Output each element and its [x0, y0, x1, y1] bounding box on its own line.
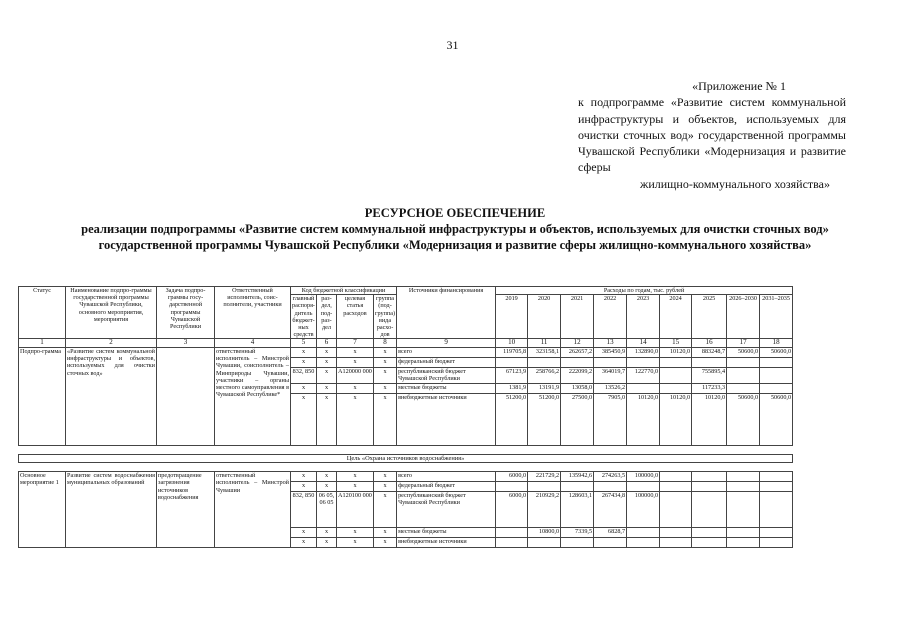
appendix-body: к подпрограмме «Развитие систем коммунальной инфраструктуры и объектов, используемых для очистки сточных вод» государственной программы Чувашской Республики «Модернизация и развитие сферы	[578, 95, 846, 175]
cell-value: 755895,4	[692, 367, 727, 383]
cell-group: x	[373, 528, 396, 538]
cell-value	[660, 528, 692, 538]
cell-task: предотвращение загрязнения источников водоснабжения	[157, 472, 215, 548]
cell-status: Подпро-грамма	[19, 347, 66, 445]
goal-row	[19, 454, 793, 462]
cell-target: x	[336, 538, 373, 548]
col-number: 5	[291, 339, 317, 348]
cell-group: x	[373, 347, 396, 357]
cell-value	[660, 367, 692, 383]
col-number: 3	[157, 339, 215, 348]
cell-value	[760, 492, 793, 528]
header-expenses: Расходы по годам, тыс. рублей	[496, 287, 793, 295]
header-year: 2020	[528, 295, 561, 339]
cell-value: 50600,0	[727, 393, 760, 445]
cell-value: 10120,0	[660, 347, 692, 357]
header-status: Статус	[19, 287, 66, 339]
cell-value: 132890,0	[627, 347, 660, 357]
cell-value	[660, 538, 692, 548]
col-number: 8	[373, 339, 396, 348]
resource-table	[18, 286, 793, 548]
document-subtitle: реализации подпрограммы «Развитие систем коммунальной инфраструктуры и объектов, используемых для очистки сточных вод» государственной программы Чувашской Республики «Модернизация и развитие сферы жилищно-коммунального хозяйства»	[81, 222, 829, 252]
cell-value: 13058,0	[561, 383, 594, 393]
cell-section: x	[316, 393, 336, 445]
cell-value: 7339,5	[561, 528, 594, 538]
header-year: 2026–2030	[727, 295, 760, 339]
cell-source: республиканский бюджет Чувашской Республики	[397, 492, 496, 528]
col-number: 10	[496, 339, 528, 348]
header-source: Источники финансирования	[397, 287, 496, 339]
cell-value	[760, 482, 793, 492]
cell-value	[627, 357, 660, 367]
cell-value	[760, 357, 793, 367]
cell-source: республиканский бюджет Чувашской Республики	[397, 367, 496, 383]
col-number: 16	[692, 339, 727, 348]
cell-value: 6000,0	[496, 472, 528, 482]
cell-grbs: x	[291, 393, 317, 445]
cell-name: «Развитие систем коммунальной инфраструктуры и объектов, используемых для очистки сточных вод»	[66, 347, 157, 445]
cell-value: 10800,0	[528, 528, 561, 538]
col-number: 12	[561, 339, 594, 348]
cell-value	[660, 482, 692, 492]
cell-section: x	[316, 367, 336, 383]
cell-value: 51200,0	[528, 393, 561, 445]
cell-grbs: 832, 850	[291, 367, 317, 383]
cell-value: 274263,5	[594, 472, 627, 482]
cell-section: x	[316, 528, 336, 538]
cell-grbs: x	[291, 472, 317, 482]
cell-target: x	[336, 357, 373, 367]
col-number: 14	[627, 339, 660, 348]
cell-value	[692, 472, 727, 482]
cell-name: Развитие систем водоснабжения муниципальных образований	[66, 472, 157, 548]
cell-value: 122770,0	[627, 367, 660, 383]
col-number: 4	[215, 339, 291, 348]
cell-value	[727, 383, 760, 393]
cell-value: 323158,1	[528, 347, 561, 357]
cell-executor: ответственный исполнитель – Минстрой Чувашии	[215, 472, 291, 548]
cell-group: x	[373, 492, 396, 528]
cell-value	[760, 528, 793, 538]
cell-section: x	[316, 482, 336, 492]
document-title: РЕСУРСНОЕ ОБЕСПЕЧЕНИЕ	[364, 206, 546, 220]
cell-value: 221729,2	[528, 472, 561, 482]
cell-value	[692, 357, 727, 367]
table-row	[19, 347, 793, 357]
col-number: 15	[660, 339, 692, 348]
col-number: 6	[316, 339, 336, 348]
col-number: 13	[594, 339, 627, 348]
cell-value	[561, 538, 594, 548]
cell-value	[692, 482, 727, 492]
col-number: 7	[336, 339, 373, 348]
main-activity-block	[19, 472, 793, 548]
cell-value: 50600,0	[760, 347, 793, 357]
header-executor: Ответственный исполнитель, соис-полнители, участники	[215, 287, 291, 339]
cell-target: x	[336, 347, 373, 357]
subprogram-block	[19, 347, 793, 445]
cell-group: x	[373, 367, 396, 383]
cell-value	[727, 482, 760, 492]
column-numbers-row	[19, 339, 793, 348]
cell-value: 128603,1	[561, 492, 594, 528]
cell-section: x	[316, 538, 336, 548]
cell-value: 27500,0	[561, 393, 594, 445]
page-number: 31	[446, 38, 459, 52]
cell-value	[760, 538, 793, 548]
col-number: 9	[397, 339, 496, 348]
cell-value	[594, 357, 627, 367]
cell-grbs: x	[291, 538, 317, 548]
cell-value	[660, 472, 692, 482]
header-section: раз-дел, под-раз-дел	[316, 295, 336, 339]
header-group: группа (под-группа) вида расхо-дов	[374, 295, 396, 339]
cell-value: 51200,0	[496, 393, 528, 445]
table-row	[19, 472, 793, 482]
cell-grbs: x	[291, 528, 317, 538]
cell-source: местные бюджеты	[397, 528, 496, 538]
cell-group: x	[373, 357, 396, 367]
cell-section: x	[316, 383, 336, 393]
cell-source: внебюджетные источники	[397, 538, 496, 548]
cell-target: A120000 000	[336, 367, 373, 383]
cell-value	[528, 482, 561, 492]
cell-source: внебюджетные источники	[397, 393, 496, 445]
cell-source: федеральный бюджет	[397, 482, 496, 492]
cell-value: 10120,0	[660, 393, 692, 445]
cell-value	[561, 482, 594, 492]
cell-value: 267434,8	[594, 492, 627, 528]
cell-value	[496, 538, 528, 548]
cell-value: 262657,2	[561, 347, 594, 357]
cell-value: 13526,2	[594, 383, 627, 393]
cell-value	[528, 538, 561, 548]
header-year: 2021	[561, 295, 594, 339]
cell-value: 10120,0	[627, 393, 660, 445]
cell-value	[727, 357, 760, 367]
cell-target: x	[336, 393, 373, 445]
cell-group: x	[373, 383, 396, 393]
cell-value: 135942,6	[561, 472, 594, 482]
cell-source: федеральный бюджет	[397, 357, 496, 367]
cell-target: x	[336, 482, 373, 492]
cell-task	[157, 347, 215, 445]
cell-value: 6000,0	[496, 492, 528, 528]
cell-source: всего	[397, 472, 496, 482]
cell-value	[660, 357, 692, 367]
cell-group: x	[373, 538, 396, 548]
cell-value	[692, 492, 727, 528]
cell-grbs: x	[291, 482, 317, 492]
cell-value: 6828,7	[594, 528, 627, 538]
cell-target: A120100 000	[336, 492, 373, 528]
cell-value	[727, 528, 760, 538]
cell-group: x	[373, 472, 396, 482]
cell-source: всего	[397, 347, 496, 357]
cell-value	[561, 357, 594, 367]
cell-value	[727, 492, 760, 528]
cell-target: x	[336, 528, 373, 538]
col-number: 18	[760, 339, 793, 348]
cell-value	[627, 528, 660, 538]
cell-executor: ответственный исполнитель – Минстрой Чувашии, соисполнитель – Минприроды Чувашии, участники – органы местного самоуправления в Чувашской Республике*	[215, 347, 291, 445]
col-number: 17	[727, 339, 760, 348]
cell-value: 100000,0	[627, 472, 660, 482]
cell-value	[627, 383, 660, 393]
cell-grbs: x	[291, 347, 317, 357]
header-budget-code: Код бюджетной классификации	[291, 287, 397, 295]
cell-value: 119705,8	[496, 347, 528, 357]
cell-value: 7905,0	[594, 393, 627, 445]
header-name: Наименование подпро-граммы государственной программы Чувашской Республики, основного мероприятия, мероприятия	[66, 287, 157, 339]
cell-group: x	[373, 482, 396, 492]
appendix-note	[578, 78, 846, 192]
cell-value	[692, 528, 727, 538]
cell-value	[660, 383, 692, 393]
cell-value	[496, 482, 528, 492]
cell-value	[528, 357, 561, 367]
cell-value: 13191,9	[528, 383, 561, 393]
header-target: целевая статья расходов	[336, 295, 373, 339]
cell-value	[594, 538, 627, 548]
cell-value	[692, 538, 727, 548]
col-number: 2	[66, 339, 157, 348]
appendix-title: «Приложение № 1	[692, 79, 786, 93]
cell-value	[627, 538, 660, 548]
cell-group: x	[373, 393, 396, 445]
col-number: 11	[528, 339, 561, 348]
cell-value: 883248,7	[692, 347, 727, 357]
cell-value: 67123,9	[496, 367, 528, 383]
cell-value	[727, 367, 760, 383]
cell-value	[496, 528, 528, 538]
cell-value	[727, 538, 760, 548]
cell-target: x	[336, 383, 373, 393]
cell-status: Основное мероприятие 1	[19, 472, 66, 548]
appendix-last-line: жилищно-коммунального хозяйства»	[640, 176, 830, 191]
cell-value: 210929,2	[528, 492, 561, 528]
cell-value	[496, 357, 528, 367]
cell-value: 385450,9	[594, 347, 627, 357]
cell-section: x	[316, 357, 336, 367]
header-task: Задача подпро-граммы госу-дарственной программы Чувашской Республики	[157, 287, 215, 339]
header-year: 2024	[660, 295, 692, 339]
cell-value	[760, 367, 793, 383]
cell-value: 10120,0	[692, 393, 727, 445]
cell-section: x	[316, 347, 336, 357]
cell-value	[760, 383, 793, 393]
cell-value	[760, 472, 793, 482]
cell-value: 1381,9	[496, 383, 528, 393]
cell-value	[727, 472, 760, 482]
header-year: 2022	[594, 295, 627, 339]
header-year: 2023	[627, 295, 660, 339]
cell-value: 117233,3	[692, 383, 727, 393]
cell-value: 258766,2	[528, 367, 561, 383]
cell-value: 364019,7	[594, 367, 627, 383]
cell-grbs: 832, 850	[291, 492, 317, 528]
cell-grbs: x	[291, 383, 317, 393]
header-year: 2019	[496, 295, 528, 339]
header-year: 2031–2035	[760, 295, 793, 339]
cell-value: 100000,0	[627, 492, 660, 528]
cell-source: местные бюджеты	[397, 383, 496, 393]
header-grbs: главный распоря-дитель бюджет-ных средств	[292, 295, 315, 339]
header-year: 2025	[692, 295, 727, 339]
cell-section: 06 05, 06 05	[316, 492, 336, 528]
cell-grbs: x	[291, 357, 317, 367]
cell-section: x	[316, 472, 336, 482]
cell-value	[660, 492, 692, 528]
goal-label: Цель «Охрана источников водоснабжения»	[19, 454, 793, 462]
cell-value: 222099,2	[561, 367, 594, 383]
cell-target: x	[336, 472, 373, 482]
cell-value	[627, 482, 660, 492]
cell-value: 50600,0	[760, 393, 793, 445]
cell-value	[594, 482, 627, 492]
col-number: 1	[19, 339, 66, 348]
cell-value: 50600,0	[727, 347, 760, 357]
